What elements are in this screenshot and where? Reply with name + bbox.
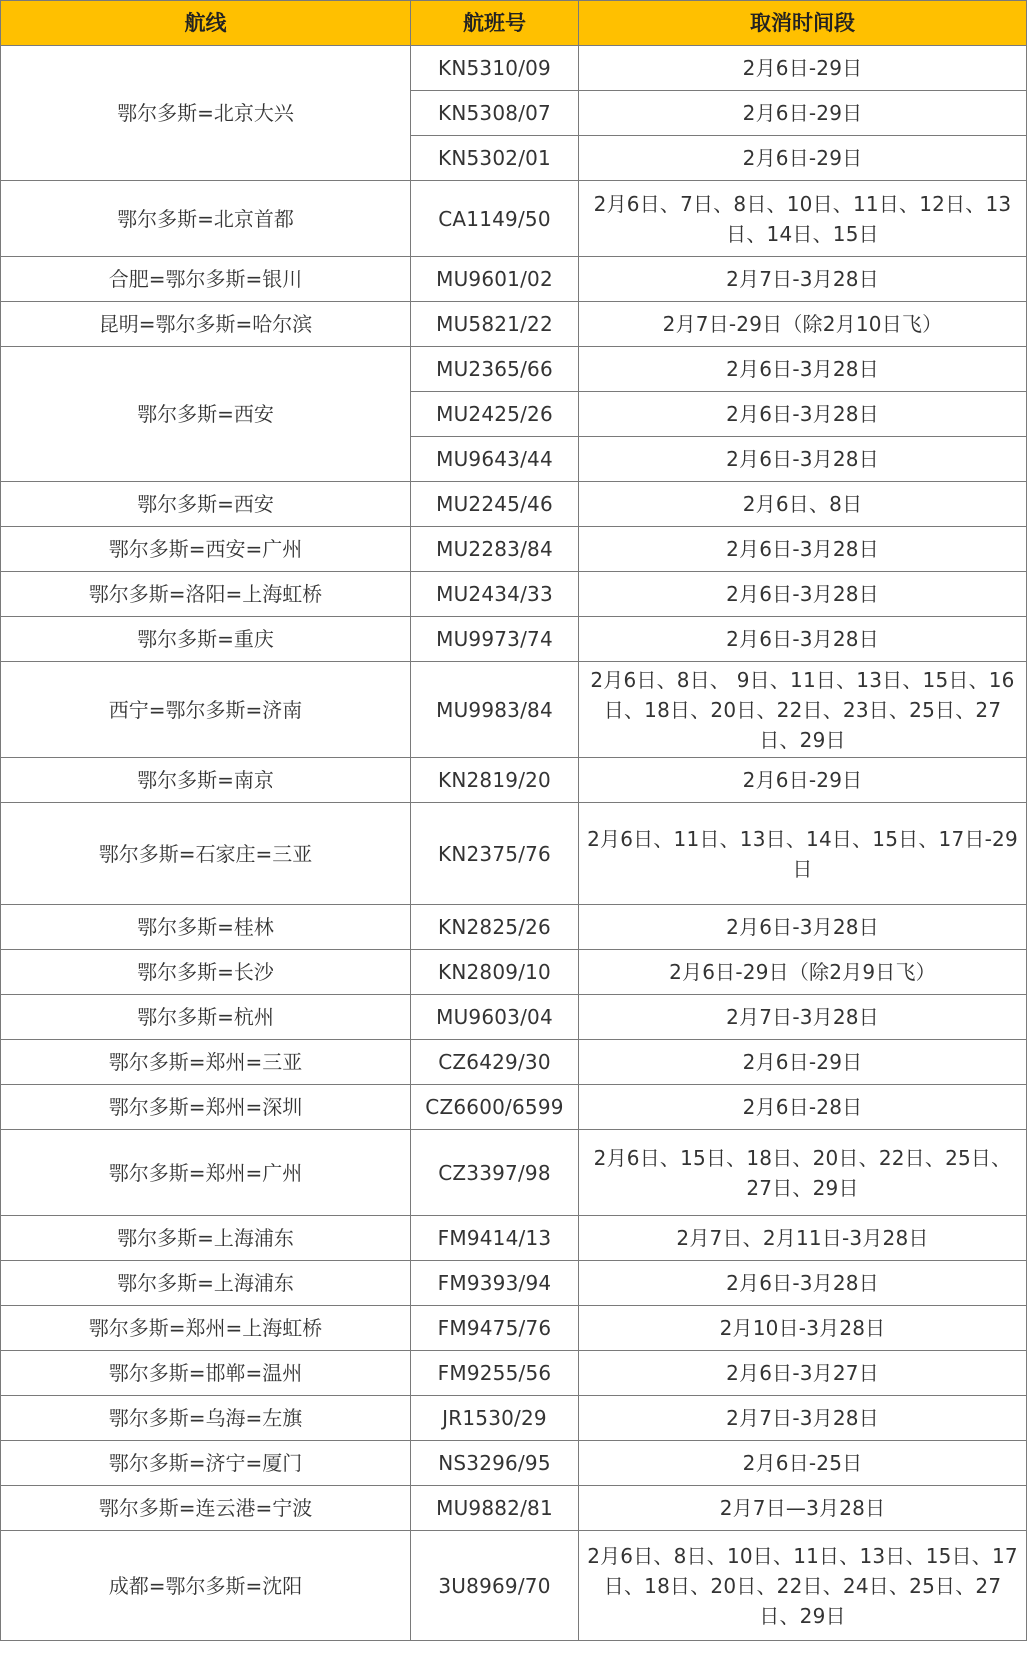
flight-number-cell: CZ6429/30 [411,1040,579,1085]
table-row [1,482,1027,527]
table-row [1,758,1027,803]
table-row [1,347,1027,392]
flight-number-cell: CZ6600/6599 [411,1085,579,1130]
flight-number-cell: KN2819/20 [411,758,579,803]
flight-number-cell: FM9255/56 [411,1351,579,1396]
flight-number-cell: MU9643/44 [411,437,579,482]
cancel-period-cell: 2月6日-28日 [579,1085,1027,1130]
table-row [1,1531,1027,1641]
cancel-period-cell: 2月6日-3月27日 [579,1351,1027,1396]
flight-number-cell: MU9983/84 [411,662,579,758]
route-cell: 鄂尔多斯=洛阳=上海虹桥 [1,572,411,617]
route-cell: 鄂尔多斯=上海浦东 [1,1261,411,1306]
flight-number-cell: MU9973/74 [411,617,579,662]
cancel-period-cell: 2月6日-3月28日 [579,347,1027,392]
route-cell: 鄂尔多斯=桂林 [1,905,411,950]
cancel-period-cell: 2月6日-29日 [579,1040,1027,1085]
flight-number-cell: KN2375/76 [411,803,579,905]
flight-number-cell: CA1149/50 [411,181,579,257]
route-cell: 鄂尔多斯=济宁=厦门 [1,1441,411,1486]
table-row [1,1441,1027,1486]
flight-number-cell: NS3296/95 [411,1441,579,1486]
route-cell: 鄂尔多斯=西安 [1,347,411,482]
table-row [1,1306,1027,1351]
flight-number-cell: CZ3397/98 [411,1130,579,1216]
flight-number-cell: KN2809/10 [411,950,579,995]
route-cell: 鄂尔多斯=乌海=左旗 [1,1396,411,1441]
cancel-period-cell: 2月7日-29日（除2月10日飞） [579,302,1027,347]
header-flight: 航班号 [411,1,579,46]
cancel-period-cell: 2月6日、8日、10日、11日、13日、15日、17日、18日、20日、22日、24日、25日、27日、29日 [579,1531,1027,1641]
header-row [1,1,1027,46]
route-cell: 合肥=鄂尔多斯=银川 [1,257,411,302]
table-row [1,257,1027,302]
route-cell: 鄂尔多斯=北京首都 [1,181,411,257]
table-body [1,46,1027,1641]
table-row [1,1486,1027,1531]
table-row [1,995,1027,1040]
cancel-period-cell: 2月7日-3月28日 [579,995,1027,1040]
flight-number-cell: MU2425/26 [411,392,579,437]
table-row [1,617,1027,662]
table-row [1,1085,1027,1130]
cancel-period-cell: 2月6日-29日 [579,46,1027,91]
cancel-period-cell: 2月7日-3月28日 [579,257,1027,302]
table-row [1,950,1027,995]
cancel-period-cell: 2月6日、7日、8日、10日、11日、12日、13日、14日、15日 [579,181,1027,257]
table-row [1,1351,1027,1396]
flight-number-cell: MU2434/33 [411,572,579,617]
route-cell: 鄂尔多斯=郑州=上海虹桥 [1,1306,411,1351]
route-cell: 鄂尔多斯=石家庄=三亚 [1,803,411,905]
flight-number-cell: MU9603/04 [411,995,579,1040]
cancel-period-cell: 2月6日-25日 [579,1441,1027,1486]
table-row [1,803,1027,905]
route-cell: 鄂尔多斯=北京大兴 [1,46,411,181]
table-row [1,572,1027,617]
cancel-period-cell: 2月7日—3月28日 [579,1486,1027,1531]
cancel-period-cell: 2月7日、2月11日-3月28日 [579,1216,1027,1261]
flight-number-cell: MU2365/66 [411,347,579,392]
route-cell: 鄂尔多斯=郑州=深圳 [1,1085,411,1130]
route-cell: 昆明=鄂尔多斯=哈尔滨 [1,302,411,347]
route-cell: 鄂尔多斯=长沙 [1,950,411,995]
flight-number-cell: KN5310/09 [411,46,579,91]
route-cell: 鄂尔多斯=邯郸=温州 [1,1351,411,1396]
flight-number-cell: MU9882/81 [411,1486,579,1531]
route-cell: 鄂尔多斯=杭州 [1,995,411,1040]
table-row [1,1216,1027,1261]
route-cell: 鄂尔多斯=郑州=三亚 [1,1040,411,1085]
cancel-period-cell: 2月6日-29日 [579,136,1027,181]
flight-number-cell: KN2825/26 [411,905,579,950]
table-row [1,662,1027,758]
flight-number-cell: KN5308/07 [411,91,579,136]
cancel-period-cell: 2月6日-29日 [579,758,1027,803]
route-cell: 鄂尔多斯=西安 [1,482,411,527]
cancel-period-cell: 2月6日-3月28日 [579,437,1027,482]
route-cell: 鄂尔多斯=郑州=广州 [1,1130,411,1216]
cancel-period-cell: 2月6日-29日（除2月9日飞） [579,950,1027,995]
route-cell: 鄂尔多斯=西安=广州 [1,527,411,572]
flight-number-cell: MU5821/22 [411,302,579,347]
route-cell: 成都=鄂尔多斯=沈阳 [1,1531,411,1641]
flight-number-cell: JR1530/29 [411,1396,579,1441]
table-row [1,302,1027,347]
cancel-period-cell: 2月6日-29日 [579,91,1027,136]
cancel-period-cell: 2月10日-3月28日 [579,1306,1027,1351]
table-row [1,527,1027,572]
cancel-period-cell: 2月6日、15日、18日、20日、22日、25日、27日、29日 [579,1130,1027,1216]
cancel-period-cell: 2月6日-3月28日 [579,905,1027,950]
cancel-period-cell: 2月6日、11日、13日、14日、15日、17日-29日 [579,803,1027,905]
flight-number-cell: FM9414/13 [411,1216,579,1261]
flight-number-cell: MU2283/84 [411,527,579,572]
table-row [1,46,1027,91]
cancel-period-cell: 2月6日-3月28日 [579,527,1027,572]
table-row [1,181,1027,257]
flight-number-cell: KN5302/01 [411,136,579,181]
flight-number-cell: MU2245/46 [411,482,579,527]
cancel-period-cell: 2月6日-3月28日 [579,572,1027,617]
table-row [1,1130,1027,1216]
cancel-period-cell: 2月7日-3月28日 [579,1396,1027,1441]
route-cell: 鄂尔多斯=南京 [1,758,411,803]
route-cell: 鄂尔多斯=连云港=宁波 [1,1486,411,1531]
flight-number-cell: 3U8969/70 [411,1531,579,1641]
route-cell: 鄂尔多斯=重庆 [1,617,411,662]
cancel-period-cell: 2月6日、8日、 9日、11日、13日、15日、16日、18日、20日、22日、23日、25日、27日、29日 [579,662,1027,758]
cancel-period-cell: 2月6日-3月28日 [579,392,1027,437]
cancel-period-cell: 2月6日-3月28日 [579,617,1027,662]
route-cell: 西宁=鄂尔多斯=济南 [1,662,411,758]
flight-number-cell: MU9601/02 [411,257,579,302]
header-route: 航线 [1,1,411,46]
cancel-period-cell: 2月6日-3月28日 [579,1261,1027,1306]
flight-number-cell: FM9393/94 [411,1261,579,1306]
table-row [1,905,1027,950]
route-cell: 鄂尔多斯=上海浦东 [1,1216,411,1261]
flight-number-cell: FM9475/76 [411,1306,579,1351]
header-period: 取消时间段 [579,1,1027,46]
table-row [1,1040,1027,1085]
table-row [1,1396,1027,1441]
cancel-period-cell: 2月6日、8日 [579,482,1027,527]
table-row [1,1261,1027,1306]
